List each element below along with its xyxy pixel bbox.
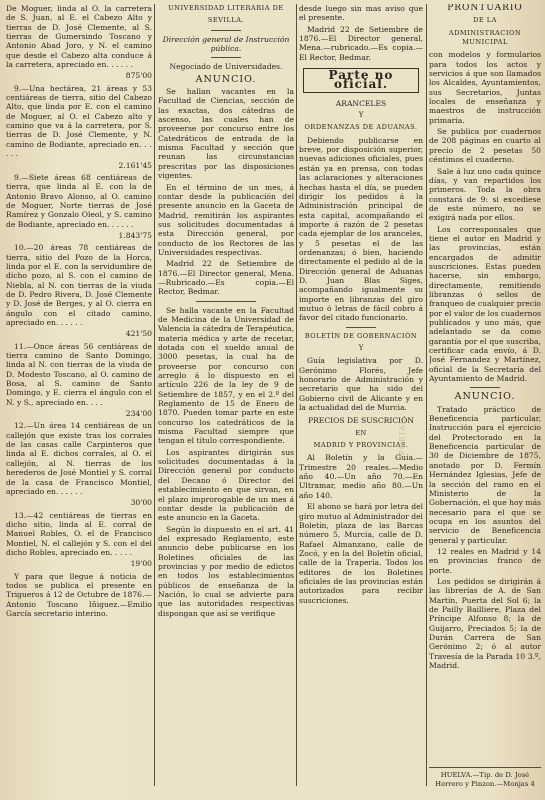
divider: [211, 30, 241, 31]
precios-en: EN: [355, 428, 367, 437]
university-header: UNIVERSIDAD LITERARIA DE: [168, 4, 284, 12]
prontuario-subheading: ADMINISTRACION MUNICIPAL: [448, 28, 522, 47]
precios-heading: PRECIOS DE SUSCRICIÓN: [307, 416, 415, 426]
article-paragraph: Los aspirantes dirigirán sus solicitudes documentadas á la Dirección general por conducto del Decano ó Director del establecimiento en que sirvan, en el plazo improrogable de un mes á contar desde la publicación de este anuncio en la Gaceta.: [158, 447, 294, 523]
column-rule: [296, 4, 297, 786]
divider: [196, 301, 256, 302]
column-1: [6, 4, 152, 786]
prontuario-de-la: DE LA: [473, 16, 497, 25]
lot-price: 2.161'45: [118, 160, 152, 170]
column-rule: [426, 4, 427, 786]
article-signature: Madrid 22 de Setiembre de 1876.—El Director general, Mena.—Rubricado.—Es copia.—El Rector, Bedmar.: [158, 259, 294, 297]
closing-paragraph: Y para que llegue á noticia de todos se publica el presente en Trigueros á 12 de Octubre de 1876.—Antonio Toscano Iñiguez.—Emilio García secretario interino.: [6, 571, 152, 618]
section-heading: ANUNCIO.: [195, 73, 257, 85]
column-2: [158, 4, 294, 786]
watermark-text: PORTAL: [398, 418, 407, 455]
article-paragraph: Debiendo publicarse en breve, por disposición superior, nuevas adiciones oficiales, pues están ya en prensa, con todas las aclaraciones y alteraciones hechas hasta el día, se pueden dirigir los pedidos á la Administración principal de esta capital, acompañando el importe á razón de 2 pesetas cada ejemplar de los aranceles, y 5 pesetas el de las ordenanzas; ó bien, haciendo directamente el pedido al de la Dirección general de Aduanas D. Juan Blas Siges, acompañando igualmente su importe en libranzas del giro mutuo ó letras de fácil cobro á favor del citado funcionario.: [299, 135, 423, 323]
prontuario-heading: PRONTUARIO: [447, 4, 523, 13]
article-paragraph: En el término de un mes, á contar desde la publicación del presente anuncio en la Gaceta de Madrid, remitirán los aspirantes sus solicitudes documentadas á esta Dirección general, por conducto de los Rectores de las Universidades respectivas.: [158, 182, 294, 257]
aranceles-subheading: ORDENANZAS DE ADUANAS.: [304, 123, 418, 132]
column-4: [429, 4, 541, 760]
article-paragraph: El abono se hará por letra del giro mutuo al Administrador del Boletín, plaza de las Barcas número 5, Murcia, calle de D. Rafael Almanzano, calle de Zocó, y en la del Boletín oficial, calle de la Trapería. Todos los editores de los Boletines oficiales de las provincias están autorizados para recibir suscriciones.: [299, 502, 423, 605]
boletin-and: Y: [358, 344, 364, 352]
lot-paragraph: De Moguer, linda al O. la carretera de S. Juan, al E. el Cabezo Alto y tierras de D. José Clemente, al S. tierras de Gumersindo Toscano y Antonio Abad Joro, y N. el camino que desde el Cabezo alta conduce á la carretera, apreciado en. . . . . .: [6, 4, 152, 70]
article-paragraph: Los pedidos se dirigirán á las librerías de A. de San Martín, Puerta del Sol 6; la de Pailly Bailliere, Plaza del Príncipe Alfonso 8; la de Guijarro, Preciados 5; la de Durán Carrera de San Gerónimo 2; ó al autor Travesía de la Parada 10 3.º, Madrid.: [429, 576, 541, 671]
article-signature: Madrid 22 de Setiembre de 1876.—El Director general, Mena.—rubricado.—Es copia.—El Rector, Bedmar.: [299, 24, 423, 62]
divider: [346, 327, 376, 328]
column-rule: [154, 4, 155, 786]
precios-subheading: MADRID Y PROVINCIAS.: [313, 441, 409, 450]
article-paragraph: desde luego sin mas aviso que el presente.: [299, 4, 423, 23]
article-paragraph: Los corresponsales que tiene el autor en Madrid y las provincias, están encargados de admitir suscriciones. Estas pueden hacerse, sin embargo, directamente, remitiendo libranzas ó sellos de franqueo de cualquier precio por el valor de los cuadernos publicados y uno más, que adelantado se da como garantía por el que suscriba, certificar cada envío, á D. José Fernandez y Martínez, oficial de la Secretaría del Ayuntamiento de Madrid.: [429, 224, 541, 384]
lot-paragraph: 11.—Once áreas 56 centiáreas de tierra camino de Santo Domingo, linda al N. con tierras de la viuda de D. Modesto Toscano, al O. camino de Bosa, al S. camino de Santo Domingo, y E. cierra el ángulo con el N. y S., apreciado en. . . .: [6, 341, 152, 407]
lot-price: 875'00: [125, 71, 152, 81]
article-paragraph: Sale á luz uno cada quince días, y van repartidos los primeros. Toda la obra constará de 9: si excediese de este número, no se exigirá nada por ellos.: [429, 166, 541, 223]
article-paragraph: Se hallan vacantes en la Facultad de Ciencias, sección de las exactas, dos cátedras de ascenso, las cuales han de proveerse por concurso entre los Catedráticos de entrada de la misma Facultad y sección que reunan las circunstancias prescritas por las disposiciones vigentes.: [158, 87, 294, 181]
lot-paragraph: 13.—42 centiáreas de tierras en dicho sitio, linda al E. corral de Manuel Robles, O. el de Francisco Montiel, N. el callejón y S. con el del dicho Robles, apreciado en. . . . .: [6, 510, 152, 557]
lot-price: 30'00: [130, 498, 152, 508]
section-title-box: Parte no oficial.: [303, 68, 419, 93]
article-paragraph: Guía legislativa por D. Gerónimo Florés, Jefe honorario de Administración y secretario que ha sido del Gobierno civil de Alicante y en la actualidad del de Murcia.: [299, 356, 423, 413]
university-city: SEVILLA.: [207, 16, 245, 25]
boletin-heading: BOLETÍN DE GOBERNACIÓN: [304, 331, 418, 340]
divider: [211, 57, 241, 58]
lot-price: 1.843'75: [118, 230, 152, 240]
lot-paragraph: 9.—Siete áreas 68 centiáreas de tierra, que linda al E. con la de Antonio Bravo Alonso, al O. camino de Moguer, Norte tierras de José Ramírez y Gonzalo Oleol, y S. camino de Bodiante, apreciado en. . . . . .: [6, 172, 152, 229]
article-paragraph: Tratado práctico de Beneficencia particular, Instrucción para el ejercicio del Protectorado en la Beneficencia particular de 30 de Diciembre de 1875, anotado por D. Fermín Hernández Iglesias, Jefe de la sección del ramo en el Ministerio de la Gobernación, el que hoy más necesario para el que se ocupa en los asuntos del servicio de Beneficencia general y particular.: [429, 404, 541, 545]
negociado-header: Negociado de Universidades.: [169, 62, 283, 72]
article-paragraph: Según lo dispuesto en el art. 41 del expresado Reglamento, este anuncio debe publicarse en los Boletines oficiales de las provincias y por medio de edictos en todos los establecimientos públicos de enseñanza de la Nación, lo cual se advierte para que las autoridades respectivas dispongan que así se verifique: [158, 524, 294, 618]
article-paragraph: Se halla vacante en la Facultad de Medicina de la Universidad de Valencia la cátedra de Terapéutica, materia médica y arte de recetar, dotada con el sueldo anual de 3000 pesetas, la cual ha de proveerse por concurso con arreglo á lo dispuesto en el artículo 226 de la ley de 9 de Setiembre de 1857, y en el 2.º del Reglamento de 15 de Enero de 1870. Pueden tomar parte en este concurso los catedráticos de la misma Facultad siempre que tengan el título correspondiente.: [158, 305, 294, 446]
lot-price: 421'50: [125, 329, 152, 339]
lot-paragraph: 9.—Una hectárea, 21 áreas y 53 centiáreas de tierra, sitio del Cabezo Alto, que linda por E. con el camino de Moguer, al O. el Cabezo alto y camino que va á la carretera, por S. tierras de D. José Clemente, y N. camino de Bodiante, apreciado en. . . . . .: [6, 83, 152, 159]
article-paragraph: Se publica por cuadernos de 208 páginas en cuarto al precio de 2 pesetas 50 céntimos el cuaderno.: [429, 127, 541, 165]
column-3: [299, 4, 423, 786]
article-paragraph: Al Boletín y la Guía.—Trimestre 20 reales.—Medio año 40.—Un año 70.—En Ultramar, medio año 80.—Un año 140.: [299, 453, 423, 500]
article-paragraph: 12 reales en Madrid y 14 en provincias franco de porte.: [429, 546, 541, 575]
aranceles-and: Y: [358, 111, 364, 120]
article-paragraph: con modelos y formularios para todos los actos y servicios á que son llamados los Alcaldes, Ayuntamientos, sus Secretarios, Juntas locales de enseñanza y maestros de instrucción primaria.: [429, 50, 541, 125]
lot-paragraph: 10.—20 áreas 78 centiáreas de tierra, sitio del Pozo de la Horca, linda por el E. con la servidumbre de dicho pozo, al S. con el camino de Niebla, al N. con tierras de la viuda de D. Pedro Rivera, D. José Clemente y D. José de Berges, y al O. cierra en ángulo con el citado camino, apreciado en. . . . . .: [6, 243, 152, 327]
lot-price: 19'00: [130, 559, 152, 569]
printer-imprint: HUELVA.—Tip. de D. José Herrero y Pinzon.—Monjas 4: [429, 767, 541, 788]
divider: [470, 387, 500, 388]
direction-header: Dirección general de Instrucción pública.: [162, 34, 290, 54]
lot-paragraph: 12.—Un área 14 centiáreas de un callejón que existe tras los corrales de las casas calle Carpinteros que linda al E. dichos corrales, al O. el callejón, al N. tierras de los herederos de José Montiel y S. corral de la casa de Francisco Montiel, apreciado en. . . . . .: [6, 421, 152, 496]
lot-price: 234'00: [125, 409, 152, 419]
section-heading: ANUNCIO.: [454, 391, 516, 403]
aranceles-heading: ARANCELES: [335, 98, 387, 108]
